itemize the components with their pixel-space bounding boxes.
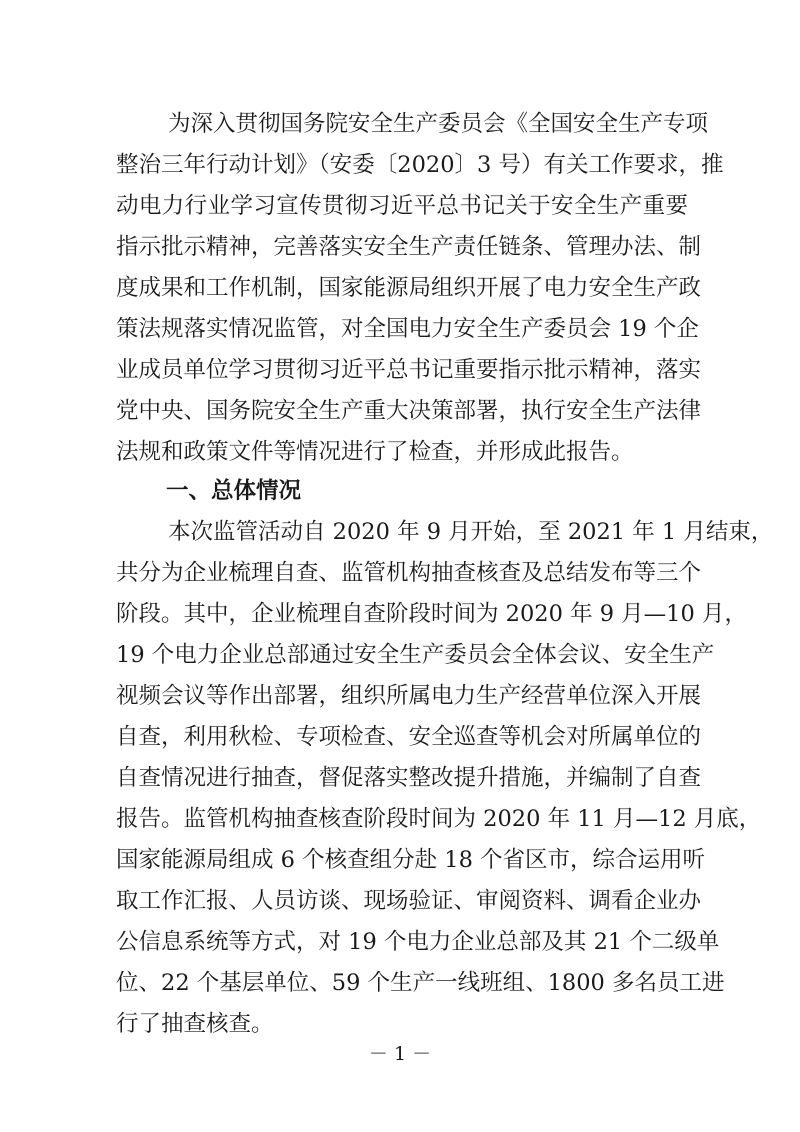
paragraph-line: 国家能源局组成 6 个核查组分赴 18 个省区市，综合运用听	[116, 847, 706, 873]
paragraph-line: 本次监管活动自 2020 年 9 月开始，至 2021 年 1 月结束，	[168, 519, 774, 545]
paragraph-line: 取工作汇报、人员访谈、现场验证、审阅资料、调看企业办	[116, 888, 702, 914]
paragraph-line: 19 个电力企业总部通过安全生产委员会全体会议、安全生产	[116, 642, 715, 668]
section-heading-text: 一、总体情况	[166, 478, 302, 504]
paragraph-line: 整治三年行动计划》（安委〔2020〕3 号）有关工作要求，推	[116, 152, 724, 178]
paragraph-line: 公信息系统等方式，对 19 个电力企业总部及其 21 个二级单	[116, 929, 720, 955]
paragraph-line: 动电力行业学习宣传贯彻习近平总书记关于安全生产重要	[116, 193, 688, 219]
paragraph-line: 共分为企业梳理自查、监管机构抽查核查及总结发布等三个	[116, 560, 702, 586]
paragraph-line: 行了抽查核查。	[116, 1011, 274, 1037]
paragraph-line: 为深入贯彻国务院安全生产委员会《全国安全生产专项	[168, 111, 709, 137]
paragraph-line: 位、22 个基层单位、59 个生产一线班组、1800 多名员工进	[116, 970, 725, 996]
paragraph-line: 党中央、国务院安全生产重大决策部署，执行安全生产法律	[116, 398, 702, 424]
paragraph-line: 法规和政策文件等情况进行了检查，并形成此报告。	[116, 439, 634, 465]
paragraph-line: 自查，利用秋检、专项检查、安全巡查等机会对所属单位的	[116, 724, 702, 750]
paragraph-line: 阶段。其中，企业梳理自查阶段时间为 2020 年 9 月—10 月，	[116, 601, 747, 627]
paragraph-line: 策法规落实情况监管，对全国电力安全生产委员会 19 个企	[116, 316, 699, 342]
paragraph-line: 指示批示精神，完善落实安全生产责任链条、管理办法、制	[116, 234, 702, 260]
paragraph-line: 视频会议等作出部署，组织所属电力生产经营单位深入开展	[116, 683, 702, 709]
paragraph-line: 自查情况进行抽查，督促落实整改提升措施，并编制了自查	[116, 765, 702, 791]
paragraph-line: 业成员单位学习贯彻习近平总书记重要指示批示精神，落实	[116, 357, 702, 383]
paragraph-line: 度成果和工作机制，国家能源局组织开展了电力安全生产政	[116, 275, 702, 301]
page-number: － 1 －	[368, 1043, 432, 1065]
paragraph-line: 报告。监管机构抽查核查阶段时间为 2020 年 11 月—12 月底，	[116, 806, 762, 832]
